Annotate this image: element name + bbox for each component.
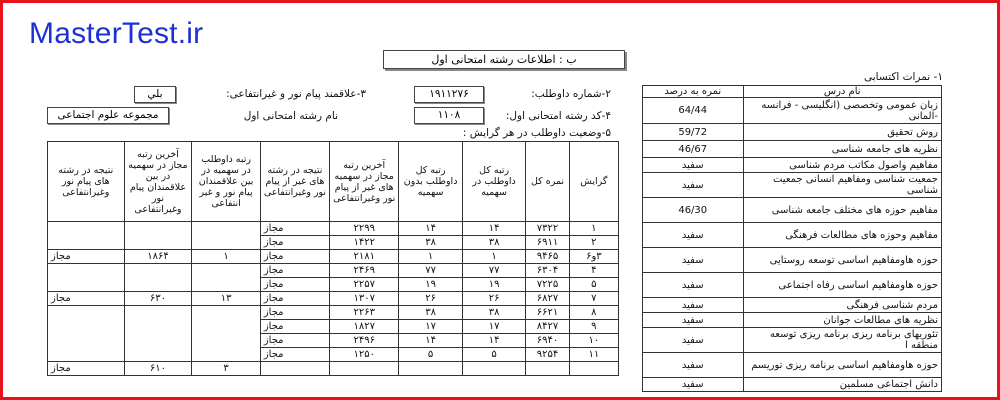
cell-result-pn: مجاز [48, 292, 125, 306]
cell-garayesh [569, 362, 618, 376]
cell-pn-empty [48, 222, 125, 250]
cell-total [526, 362, 569, 376]
cell-result: مجاز [260, 320, 329, 334]
cell-garayesh: ۱۰ [569, 334, 618, 348]
grades-row [643, 313, 942, 328]
course-score: سفید [643, 353, 744, 378]
cell-last-rank: ۲۲۵۷ [330, 278, 399, 292]
course-score: 46/30 [643, 198, 744, 223]
cell-rank-quota [462, 362, 526, 376]
cell-rank-noquota: ۳۸ [399, 236, 463, 250]
course-score: سفید [643, 223, 744, 248]
cell-rank-noquota: ۲۶ [399, 292, 463, 306]
header-last-rank: آخرین رتبه مجاز در سهمیه های غیر از پیام نور وغیرانتفاعی [330, 142, 399, 222]
cell-rank-noquota: ۱۴ [399, 334, 463, 348]
grades-row [643, 378, 942, 392]
grades-row [643, 353, 942, 378]
cell-pn-empty [192, 264, 260, 292]
course-score: 59/72 [643, 124, 744, 141]
grades-table [642, 85, 942, 392]
course-score: سفید [643, 248, 744, 273]
cell-rank-quota: ۱۹ [462, 278, 526, 292]
course-score: سفید [643, 313, 744, 328]
grades-row [643, 124, 942, 141]
cell-rank-quota: ۷۷ [462, 264, 526, 278]
course-name: حوزه هاومفاهیم اساسی رفاه اجتماعی [743, 273, 942, 298]
course-score: سفید [643, 158, 744, 173]
table-row [48, 222, 619, 236]
cell-result [260, 362, 329, 376]
cell-rank-pn: ۱۳ [192, 292, 260, 306]
cell-rank-pn: ۳ [192, 362, 260, 376]
table-row [48, 306, 619, 320]
cell-last-rank-pn: ۶۱۰ [124, 362, 192, 376]
course-name: نظریه های مطالعات جوانان [743, 313, 942, 328]
status-header-row [48, 142, 619, 222]
header-rank-pn: رتبه داوطلب در سهمیه در بین علاقمندان پیام نور و غیر انتفاعی [192, 142, 260, 222]
cell-result: مجاز [260, 250, 329, 264]
cell-garayesh: ۸ [569, 306, 618, 320]
cell-last-rank [330, 362, 399, 376]
cell-result: مجاز [260, 278, 329, 292]
cell-total: ۹۴۶۵ [526, 250, 569, 264]
cell-rank-quota: ۳۸ [462, 236, 526, 250]
cell-garayesh: ۷ [569, 292, 618, 306]
header-rank-quota: رتبه کل داوطلب در سهمیه [462, 142, 526, 222]
cell-pn-empty [48, 264, 125, 292]
cell-last-rank: ۲۲۹۹ [330, 222, 399, 236]
cell-rank-quota: ۱۴ [462, 334, 526, 348]
cell-rank-noquota: ۷۷ [399, 264, 463, 278]
grades-header-row [643, 86, 942, 98]
grades-row [643, 173, 942, 198]
course-name: جمعیت شناسی ومفاهیم انسانی جمعیت شناسی [743, 173, 942, 198]
cell-rank-noquota: ۱۴ [399, 222, 463, 236]
field-3-label: ۳-علاقمند پیام نور و غیرانتفاعی: [226, 88, 366, 100]
field-1-label: ۱- نمرات اکتسابی [863, 71, 943, 83]
cell-last-rank-pn: ۶۳۰ [124, 292, 192, 306]
grades-row [643, 98, 942, 124]
course-score: سفید [643, 173, 744, 198]
course-name: مردم شناسی فرهنگی [743, 298, 942, 313]
cell-rank-noquota: ۱۹ [399, 278, 463, 292]
grades-row [643, 158, 942, 173]
cell-result: مجاز [260, 306, 329, 320]
cell-last-rank: ۱۸۲۷ [330, 320, 399, 334]
cell-result-pn: مجاز [48, 362, 125, 376]
cell-result: مجاز [260, 236, 329, 250]
table-row [48, 264, 619, 278]
cell-total: ۶۸۲۷ [526, 292, 569, 306]
field-2-label: ۲-شماره داوطلب: [531, 88, 611, 100]
table-row [48, 362, 619, 376]
status-table [47, 141, 619, 376]
exam-field-name-label: نام رشته امتحانی اول [243, 110, 338, 122]
cell-rank-quota: ۲۶ [462, 292, 526, 306]
course-name: نظریه های جامعه شناسی [743, 141, 942, 158]
cell-rank-quota: ۱۴ [462, 222, 526, 236]
grades-header-score: نمره به درصد [643, 86, 744, 98]
field-2-value: ۱۹۱۱۲۷۶ [414, 86, 484, 103]
cell-pn-empty [124, 306, 192, 362]
cell-result-pn: مجاز [48, 250, 125, 264]
course-score: سفید [643, 273, 744, 298]
course-name: تئوریهای برنامه ریزی برنامه ریزی توسعه منطقه ا [743, 328, 942, 353]
cell-last-rank: ۲۴۶۹ [330, 264, 399, 278]
header-total-score: نمره کل [526, 142, 569, 222]
cell-total: ۹۲۵۴ [526, 348, 569, 362]
header-result: نتیجه در رشته های غیر از پیام نور وغیرانتفاعی [260, 142, 329, 222]
cell-pn-empty [192, 306, 260, 362]
cell-garayesh: ۵ [569, 278, 618, 292]
cell-last-rank: ۱۲۵۰ [330, 348, 399, 362]
cell-result: مجاز [260, 334, 329, 348]
grades-row [643, 141, 942, 158]
cell-garayesh: ۹ [569, 320, 618, 334]
grades-row [643, 198, 942, 223]
cell-pn-empty [124, 264, 192, 292]
header-rank-no-quota: رتبه کل داوطلب بدون سهمیه [399, 142, 463, 222]
watermark-logo: MasterTest.ir [29, 17, 204, 50]
table-row [48, 250, 619, 264]
grades-header-name: نام درس [743, 86, 942, 98]
course-name: مفاهیم وحوزه های مطالعات فرهنگی [743, 223, 942, 248]
cell-total: ۶۳۰۴ [526, 264, 569, 278]
cell-rank-quota: ۱ [462, 250, 526, 264]
section-b-title: ب : اطلاعات رشته امتحانی اول [383, 50, 625, 69]
cell-last-rank-pn: ۱۸۶۴ [124, 250, 192, 264]
header-last-rank-pn: آخرین رتبه مجاز در سهمیه در بین علاقمندان پیام نور وغیرانتفاعی [124, 142, 192, 222]
cell-pn-empty [192, 222, 260, 250]
course-score: 46/67 [643, 141, 744, 158]
cell-result: مجاز [260, 264, 329, 278]
grades-row [643, 223, 942, 248]
cell-pn-empty [48, 306, 125, 362]
cell-last-rank: ۲۲۶۳ [330, 306, 399, 320]
grades-row [643, 328, 942, 353]
grades-row [643, 248, 942, 273]
course-name: مفاهیم حوزه های مختلف جامعه شناسی [743, 198, 942, 223]
header-result-pn: نتیجه در رشته های پیام نور وغیرانتفاعی [48, 142, 125, 222]
cell-total: ۶۹۱۱ [526, 236, 569, 250]
cell-last-rank: ۲۱۸۱ [330, 250, 399, 264]
course-name: زبان عمومی وتخصصی (انگلیسی - فرانسه -المانی [743, 98, 942, 124]
cell-total: ۶۶۲۱ [526, 306, 569, 320]
course-name: حوزه هاومفاهیم اساسی برنامه ریزی توریسم [743, 353, 942, 378]
cell-result: مجاز [260, 222, 329, 236]
cell-total: ۸۴۲۷ [526, 320, 569, 334]
cell-rank-quota: ۱۷ [462, 320, 526, 334]
cell-last-rank: ۲۴۹۶ [330, 334, 399, 348]
cell-garayesh: ۲ [569, 236, 618, 250]
cell-garayesh: ۱ [569, 222, 618, 236]
table-row [48, 292, 619, 306]
cell-result: مجاز [260, 348, 329, 362]
cell-total: ۶۹۴۰ [526, 334, 569, 348]
cell-garayesh: ۱۱ [569, 348, 618, 362]
cell-rank-noquota [399, 362, 463, 376]
course-score: سفید [643, 378, 744, 392]
course-score: سفید [643, 328, 744, 353]
cell-last-rank: ۱۴۲۲ [330, 236, 399, 250]
cell-last-rank: ۱۳۰۷ [330, 292, 399, 306]
cell-rank-quota: ۳۸ [462, 306, 526, 320]
cell-rank-quota: ۵ [462, 348, 526, 362]
field-5-label: ۵-وضعیت داوطلب در هر گرایش : [462, 127, 611, 139]
field-3-value: بلي [134, 86, 176, 103]
course-name: روش تحقیق [743, 124, 942, 141]
cell-rank-pn: ۱ [192, 250, 260, 264]
exam-field-name-value: مجموعه علوم اجتماعی [47, 107, 169, 124]
cell-rank-noquota: ۱ [399, 250, 463, 264]
course-name: مفاهیم واصول مکاتب مردم شناسی [743, 158, 942, 173]
cell-garayesh: ۴ [569, 264, 618, 278]
grades-row [643, 273, 942, 298]
cell-rank-noquota: ۳۸ [399, 306, 463, 320]
field-4-value: ۱۱۰۸ [414, 107, 484, 124]
cell-total: ۷۲۲۵ [526, 278, 569, 292]
course-score: سفید [643, 298, 744, 313]
cell-total: ۷۳۲۲ [526, 222, 569, 236]
cell-garayesh: ۳و۶ [569, 250, 618, 264]
cell-rank-noquota: ۵ [399, 348, 463, 362]
course-name: حوزه هاومفاهیم اساسی توسعه روستایی [743, 248, 942, 273]
cell-rank-noquota: ۱۷ [399, 320, 463, 334]
cell-pn-empty [124, 222, 192, 250]
course-name: دانش اجتماعی مسلمین [743, 378, 942, 392]
grades-row [643, 298, 942, 313]
course-score: 64/44 [643, 98, 744, 124]
field-4-label: ۴-کد رشته امتحانی اول: [505, 110, 611, 122]
header-garayesh: گرایش [569, 142, 618, 222]
cell-result: مجاز [260, 292, 329, 306]
